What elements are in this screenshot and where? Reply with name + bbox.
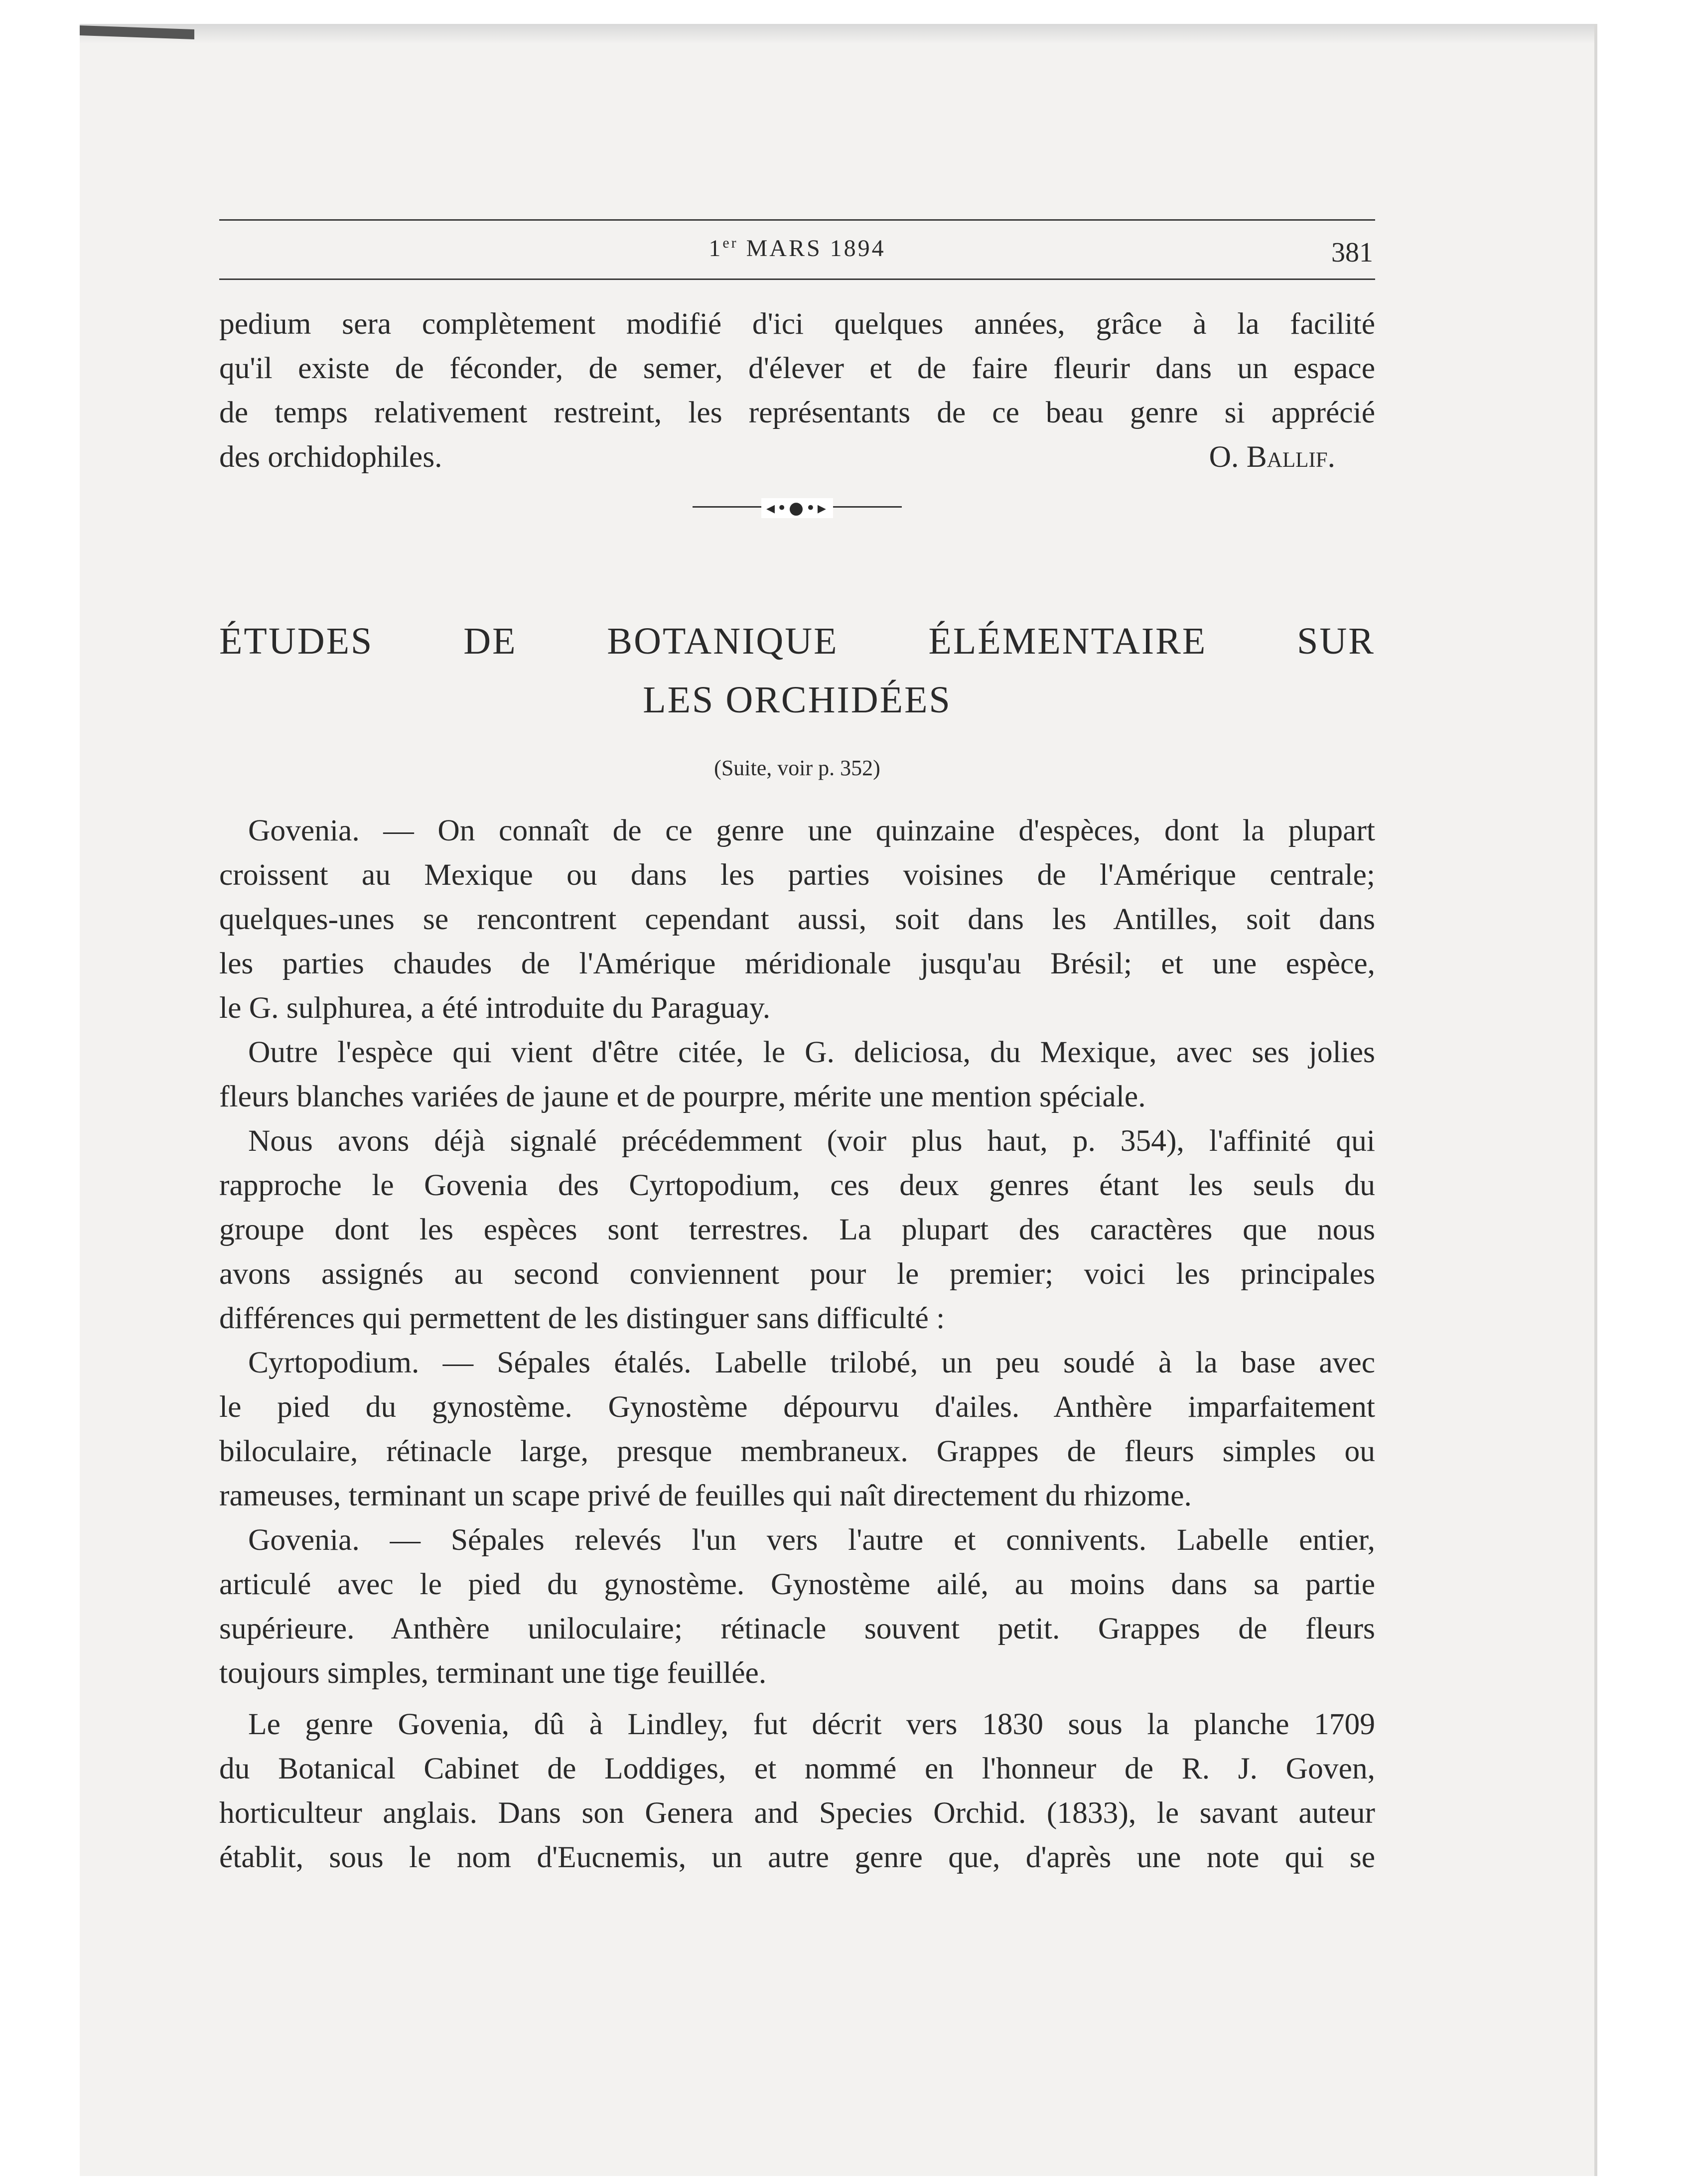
date-day: 1 [708, 235, 723, 262]
text-line: les parties chaudes de l'Amérique méridionale jusqu'au Brésil; et une espèce, [219, 947, 1375, 980]
text-line: Nous avons déjà signalé précédemment (voir plus haut, p. 354), l'affinité qui [248, 1124, 1375, 1158]
text-line: Govenia. — Sépales relevés l'un vers l'autre et connivents. Labelle entier, [248, 1523, 1375, 1557]
title-line-1: ÉTUDES DE BOTANIQUE ÉLÉMENTAIRE SUR [219, 620, 1375, 662]
suite-note: (Suite, voir p. 352) [714, 756, 880, 780]
text-line: rapproche le Govenia des Cyrtopodium, ces deux genres étant les seuls du [219, 1168, 1375, 1202]
paragraph-cyrtopodium [219, 1341, 1375, 1518]
intro-line: de temps relativement restreint, les représentants de ce beau genre si apprécié [219, 396, 1375, 429]
text-line: articulé avec le pied du gynostème. Gynostème ailé, au moins dans sa partie [219, 1567, 1375, 1601]
text-line: croissent au Mexique ou dans les parties voisines de l'Amérique centrale; [219, 858, 1375, 892]
text-line: le pied du gynostème. Gynostème dépourvu d'ailes. Anthère imparfaitement [219, 1390, 1375, 1424]
paragraph-deliciosa [219, 1030, 1375, 1119]
section-ornament [693, 497, 902, 517]
date-rest: MARS 1894 [738, 235, 886, 262]
paragraph-affinity [219, 1119, 1375, 1341]
text-line: du Botanical Cabinet de Loddiges, et nommé en l'honneur de R. J. Goven, [219, 1752, 1375, 1785]
text-line: rameuses, terminant un scape privé de feuilles qui naît directement du rhizome. [219, 1479, 1192, 1512]
intro-paragraph [219, 302, 1375, 479]
date-sup: er [722, 235, 738, 251]
text-line: Outre l'espèce qui vient d'être citée, le G. deliciosa, du Mexique, avec ses jolies [248, 1035, 1375, 1069]
text-line: toujours simples, terminant une tige feuillée. [219, 1656, 767, 1690]
page-number: 381 [1331, 237, 1373, 268]
text-line: horticulteur anglais. Dans son Genera and Species Orchid. (1833), le savant auteur [219, 1796, 1375, 1830]
paragraph-govenia-intro [219, 809, 1375, 1030]
scan-top-edge [80, 24, 1594, 44]
ornament-glyph: ◂•●•▸ [761, 498, 833, 518]
title-line-2: LES ORCHIDÉES [643, 679, 952, 721]
running-header [219, 221, 1375, 278]
text-line: quelques-unes se rencontrent cependant aussi, soit dans les Antilles, soit dans [219, 902, 1375, 936]
intro-line: des orchidophiles. [219, 440, 442, 474]
document-page [219, 219, 1375, 1880]
text-line: fleurs blanches variées de jaune et de pourpre, mérite une mention spéciale. [219, 1080, 1146, 1113]
text-line: Cyrtopodium. — Sépales étalés. Labelle trilobé, un peu soudé à la base avec [248, 1346, 1375, 1379]
text-line: établit, sous le nom d'Eucnemis, un autre genre que, d'après une note qui se [219, 1840, 1375, 1874]
header-date [219, 235, 1375, 262]
signature: O. Ballif. [1209, 440, 1335, 474]
text-line: différences qui permettent de les distinguer sans difficulté : [219, 1301, 945, 1335]
intro-line: qu'il existe de féconder, de semer, d'élever et de faire fleurir dans un espace [219, 351, 1375, 385]
text-line: supérieure. Anthère uniloculaire; rétinacle souvent petit. Grappes de fleurs [219, 1612, 1375, 1645]
text-line: le G. sulphurea, a été introduite du Paraguay. [219, 991, 771, 1025]
intro-last-row [219, 435, 1375, 479]
text-line: biloculaire, rétinacle large, presque membraneux. Grappes de fleurs simples ou [219, 1434, 1375, 1468]
text-line: groupe dont les espèces sont terrestres. La plupart des caractères que nous [219, 1213, 1375, 1246]
text-line: Le genre Govenia, dû à Lindley, fut décrit vers 1830 sous la planche 1709 [248, 1707, 1375, 1741]
text-line: avons assignés au second conviennent pour le premier; voici les principales [219, 1257, 1375, 1291]
intro-line: pedium sera complètement modifié d'ici quelques années, grâce à la facilité [219, 307, 1375, 341]
paragraph-govenia-characters [219, 1518, 1375, 1695]
text-line: Govenia. — On connaît de ce genre une quinzaine d'espèces, dont la plupart [248, 814, 1375, 847]
paragraph-genus-history [219, 1702, 1375, 1880]
article-title [219, 612, 1375, 729]
